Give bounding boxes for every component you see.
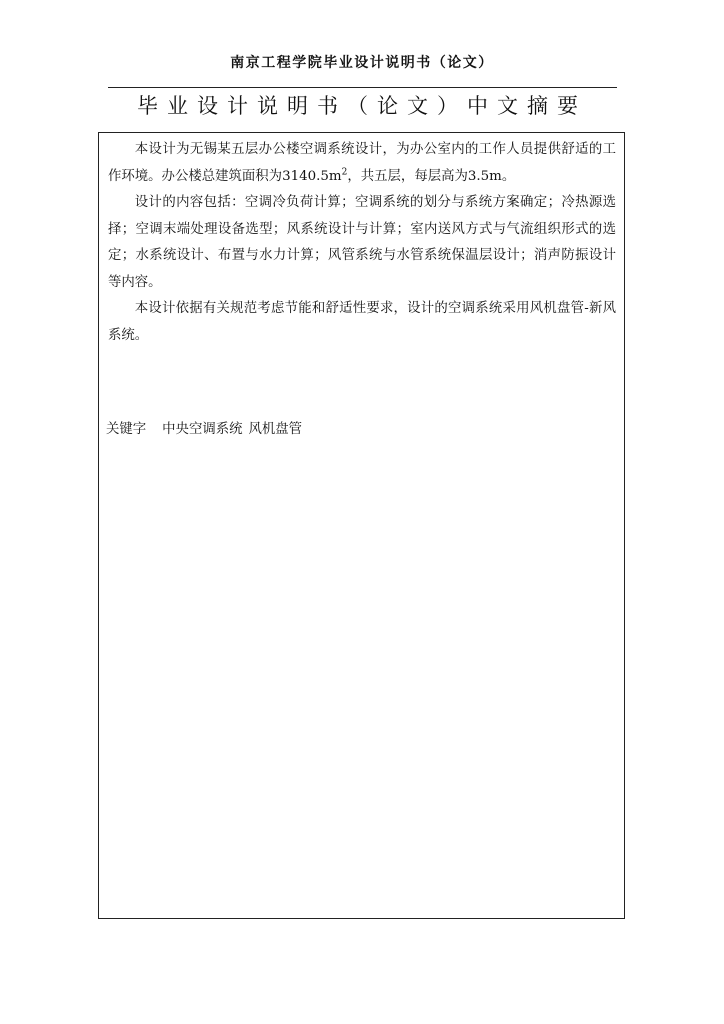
keywords-label: 关键字	[106, 422, 147, 437]
abstract-paragraph-3: 本设计依据有关规范考虑节能和舒适性要求，设计的空调系统采用风机盘管-新风系统。	[108, 301, 616, 343]
area-unit-superscript: 2	[341, 167, 348, 178]
abstract-paragraph-1	[108, 137, 616, 190]
abstract-paragraph-1-text: 本设计为无锡某五层办公楼空调系统设计，为办公室内的工作人员提供舒适的工作环境。办公楼总建筑面积为3140.5m	[108, 142, 616, 184]
keywords-line	[106, 420, 302, 440]
keyword-item: 风机盘管	[248, 422, 303, 437]
abstract-paragraph-2: 设计的内容包括：空调冷负荷计算；空调系统的划分与系统方案确定；冷热源选择；空调末端处理设备选型；风系统设计与计算；室内送风方式与气流组织形式的选定；水系统设计、布置与水力计算；风管系统与水管系统保温层设计；消声防振设计等内容。	[108, 195, 616, 290]
keyword-item: 中央空调系统	[162, 422, 243, 437]
abstract-paragraph-1-tail: ，共五层，每层高为3.5m。	[347, 168, 516, 184]
running-header: 南京工程学院毕业设计说明书（论文）	[230, 55, 494, 71]
abstract-body	[108, 137, 616, 349]
page-title: 毕业设计说明书（论文）中文摘要	[137, 94, 587, 118]
header-rule	[108, 87, 617, 88]
